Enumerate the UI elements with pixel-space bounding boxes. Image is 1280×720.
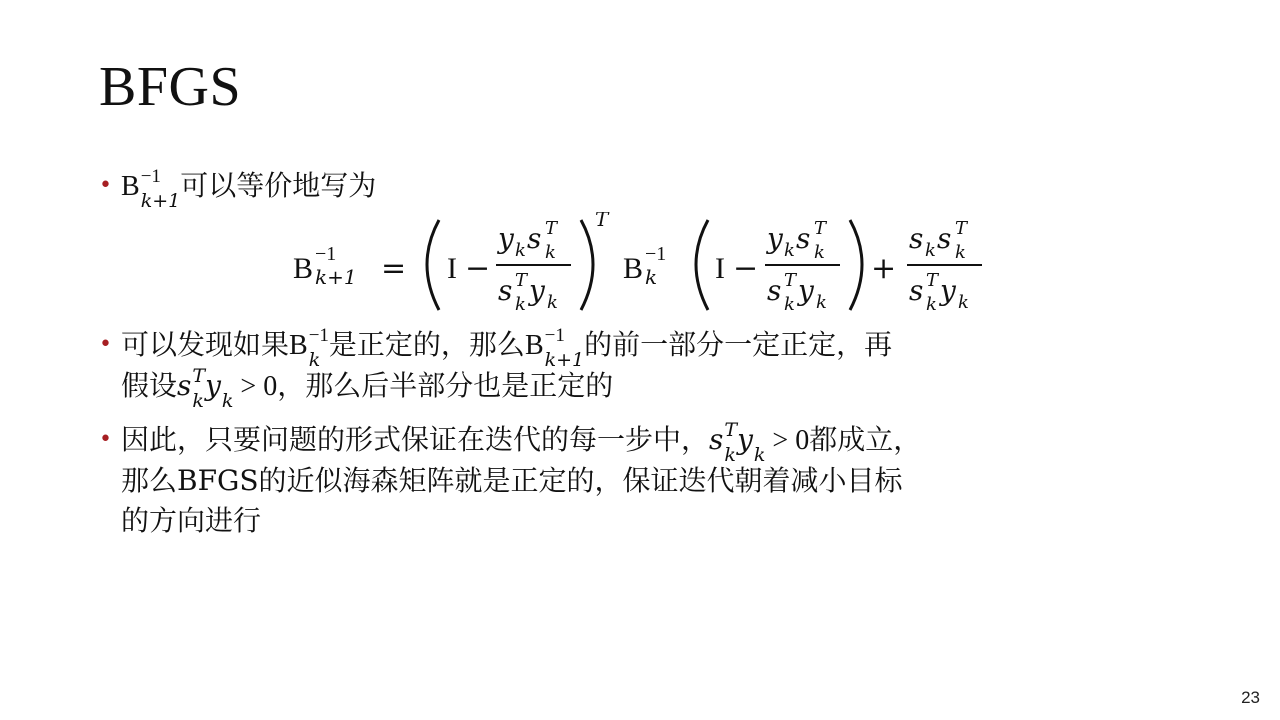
bullet-2-matrix-Bk1-sub: k+1 <box>544 348 585 371</box>
bullet-marker: • <box>99 173 112 198</box>
frac3-den-y: y <box>940 274 956 307</box>
formula-rparen-2 <box>850 220 862 310</box>
bullet-2-y-sub: k <box>221 389 234 412</box>
frac3-den-s-sub: k <box>926 294 937 315</box>
bullet-1-sup: −1 <box>140 165 161 187</box>
bullet-1-sub: k+1 <box>140 189 181 212</box>
bullet-3-line-2: 那么BFGS的近似海森矩阵就是正定的，保证迭代朝着减小目标 <box>121 464 903 497</box>
bullet-3-text-a: 因此，只要问题的形式保证在迭代的每一步中， <box>121 423 710 456</box>
frac3-den-y-sub: k <box>958 292 969 313</box>
frac2-den-y-sub: k <box>816 292 827 313</box>
bullet-2-text-e: 的前一部分一定正定，再 <box>584 328 893 361</box>
bullet-2-matrix-Bk1: B <box>524 330 544 361</box>
bullet-2-matrix-B-sub: k <box>308 348 321 371</box>
bullet-2-matrix-B-sup: −1 <box>308 324 329 346</box>
bullet-3-s-sub: k <box>724 443 736 466</box>
frac1-den-y: y <box>529 274 545 307</box>
bullet-3-y-sub: k <box>753 443 766 466</box>
bullet-2-matrix-Bk1-scripts <box>544 324 585 371</box>
bullet-2-s-sup: T <box>192 364 206 387</box>
frac2-den-s-sup: T <box>784 270 797 291</box>
formula-lhs-sub: k+1 <box>315 265 357 289</box>
frac1-num-s-sup: T <box>545 218 558 239</box>
frac3-num-s1: s <box>909 222 924 255</box>
frac1-num-s: s <box>527 222 542 255</box>
bullet-2-text-a: 可以发现如果 <box>121 328 290 361</box>
bullet-2-text-assume: 假设 <box>121 369 178 402</box>
frac1-num-s-sub: k <box>545 242 556 263</box>
page-number: 23 <box>1241 688 1260 707</box>
formula-svg <box>293 212 1013 318</box>
formula-lparen-2 <box>696 220 708 310</box>
bullet-2-matrix-B: B <box>289 330 308 361</box>
bullet-3-relation: > 0 <box>765 425 810 456</box>
bullet-2-matrix-Bk1-sup: −1 <box>544 324 565 346</box>
frac1-den-s-sub: k <box>515 294 526 315</box>
frac2-den-s: s <box>767 274 782 307</box>
bullet-2-y-scripts <box>221 369 234 412</box>
formula-plus: + <box>871 251 897 286</box>
formula-minus-1: − <box>465 251 491 286</box>
bullet-1-matrix-B: B <box>121 171 140 202</box>
bullet-2-relation: > 0 <box>233 371 278 402</box>
bullet-2-s: s <box>177 369 192 402</box>
frac3-num-s1-sub: k <box>925 240 936 261</box>
bullet-3-line-1 <box>121 418 922 466</box>
frac3-den-s: s <box>909 274 924 307</box>
frac1-num-y-sub: k <box>515 240 526 261</box>
frac1-den-s: s <box>498 274 513 307</box>
frac1-den-s-sup: T <box>515 270 528 291</box>
formula-identity-2: I <box>715 252 725 285</box>
formula-mid-B: B <box>623 252 644 285</box>
bullet-2-line-2 <box>121 364 614 412</box>
bullet-2-s-sub: k <box>192 389 204 412</box>
bullet-2-text-c: 是正定的，那么 <box>328 328 525 361</box>
bullet-2-text-b: ，那么后半部分也是正定的 <box>277 369 614 402</box>
formula-minus-2: − <box>733 251 759 286</box>
bullet-3-y: y <box>737 423 753 456</box>
bullet-3-s: s <box>709 423 724 456</box>
frac3-den-s-sup: T <box>926 270 939 291</box>
formula-equals: = <box>381 251 407 286</box>
formula-rparen-1 <box>581 220 593 310</box>
formula-lparen-1 <box>427 220 439 310</box>
formula-lhs-B: B <box>293 252 314 285</box>
formula-lhs-sup: −1 <box>315 243 337 265</box>
frac3-num-s2-sup: T <box>955 218 968 239</box>
bullet-marker: • <box>99 427 112 452</box>
bullet-3-s-scripts <box>724 418 738 466</box>
frac2-num-y-sub: k <box>784 240 795 261</box>
frac2-den-s-sub: k <box>784 294 795 315</box>
frac1-den-y-sub: k <box>547 292 558 313</box>
bullet-1-line <box>121 165 377 212</box>
formula-outer-transpose: T <box>595 212 609 231</box>
bullet-2-line-1 <box>121 324 893 371</box>
frac2-num-s-sup: T <box>814 218 827 239</box>
frac2-num-s: s <box>796 222 811 255</box>
formula-mid-sub: k <box>645 265 658 289</box>
bullet-2-matrix-B-scripts <box>308 324 329 371</box>
formula-mid-sup: −1 <box>645 243 667 265</box>
bullet-3-text-b: 都成立， <box>809 423 922 456</box>
frac3-num-s2-sub: k <box>955 242 966 263</box>
frac2-num-s-sub: k <box>814 242 825 263</box>
bullet-2-y: y <box>205 369 221 402</box>
frac2-den-y: y <box>798 274 814 307</box>
bullet-1-text: 可以等价地写为 <box>180 169 377 202</box>
bullet-3-s-sup: T <box>724 418 738 441</box>
formula-identity-1: I <box>447 252 457 285</box>
bullet-2-s-scripts <box>192 364 206 412</box>
bullet-marker: • <box>99 332 112 357</box>
frac3-num-s2: s <box>937 222 952 255</box>
frac1-num-y: y <box>498 222 514 255</box>
frac2-num-y: y <box>767 222 783 255</box>
slide-title: BFGS <box>99 56 242 118</box>
bullet-3-line-3: 的方向进行 <box>121 504 262 537</box>
bullet-1-matrix-scripts <box>140 165 181 212</box>
bullet-3-y-scripts <box>753 423 766 466</box>
bfgs-update-formula <box>293 212 1013 318</box>
